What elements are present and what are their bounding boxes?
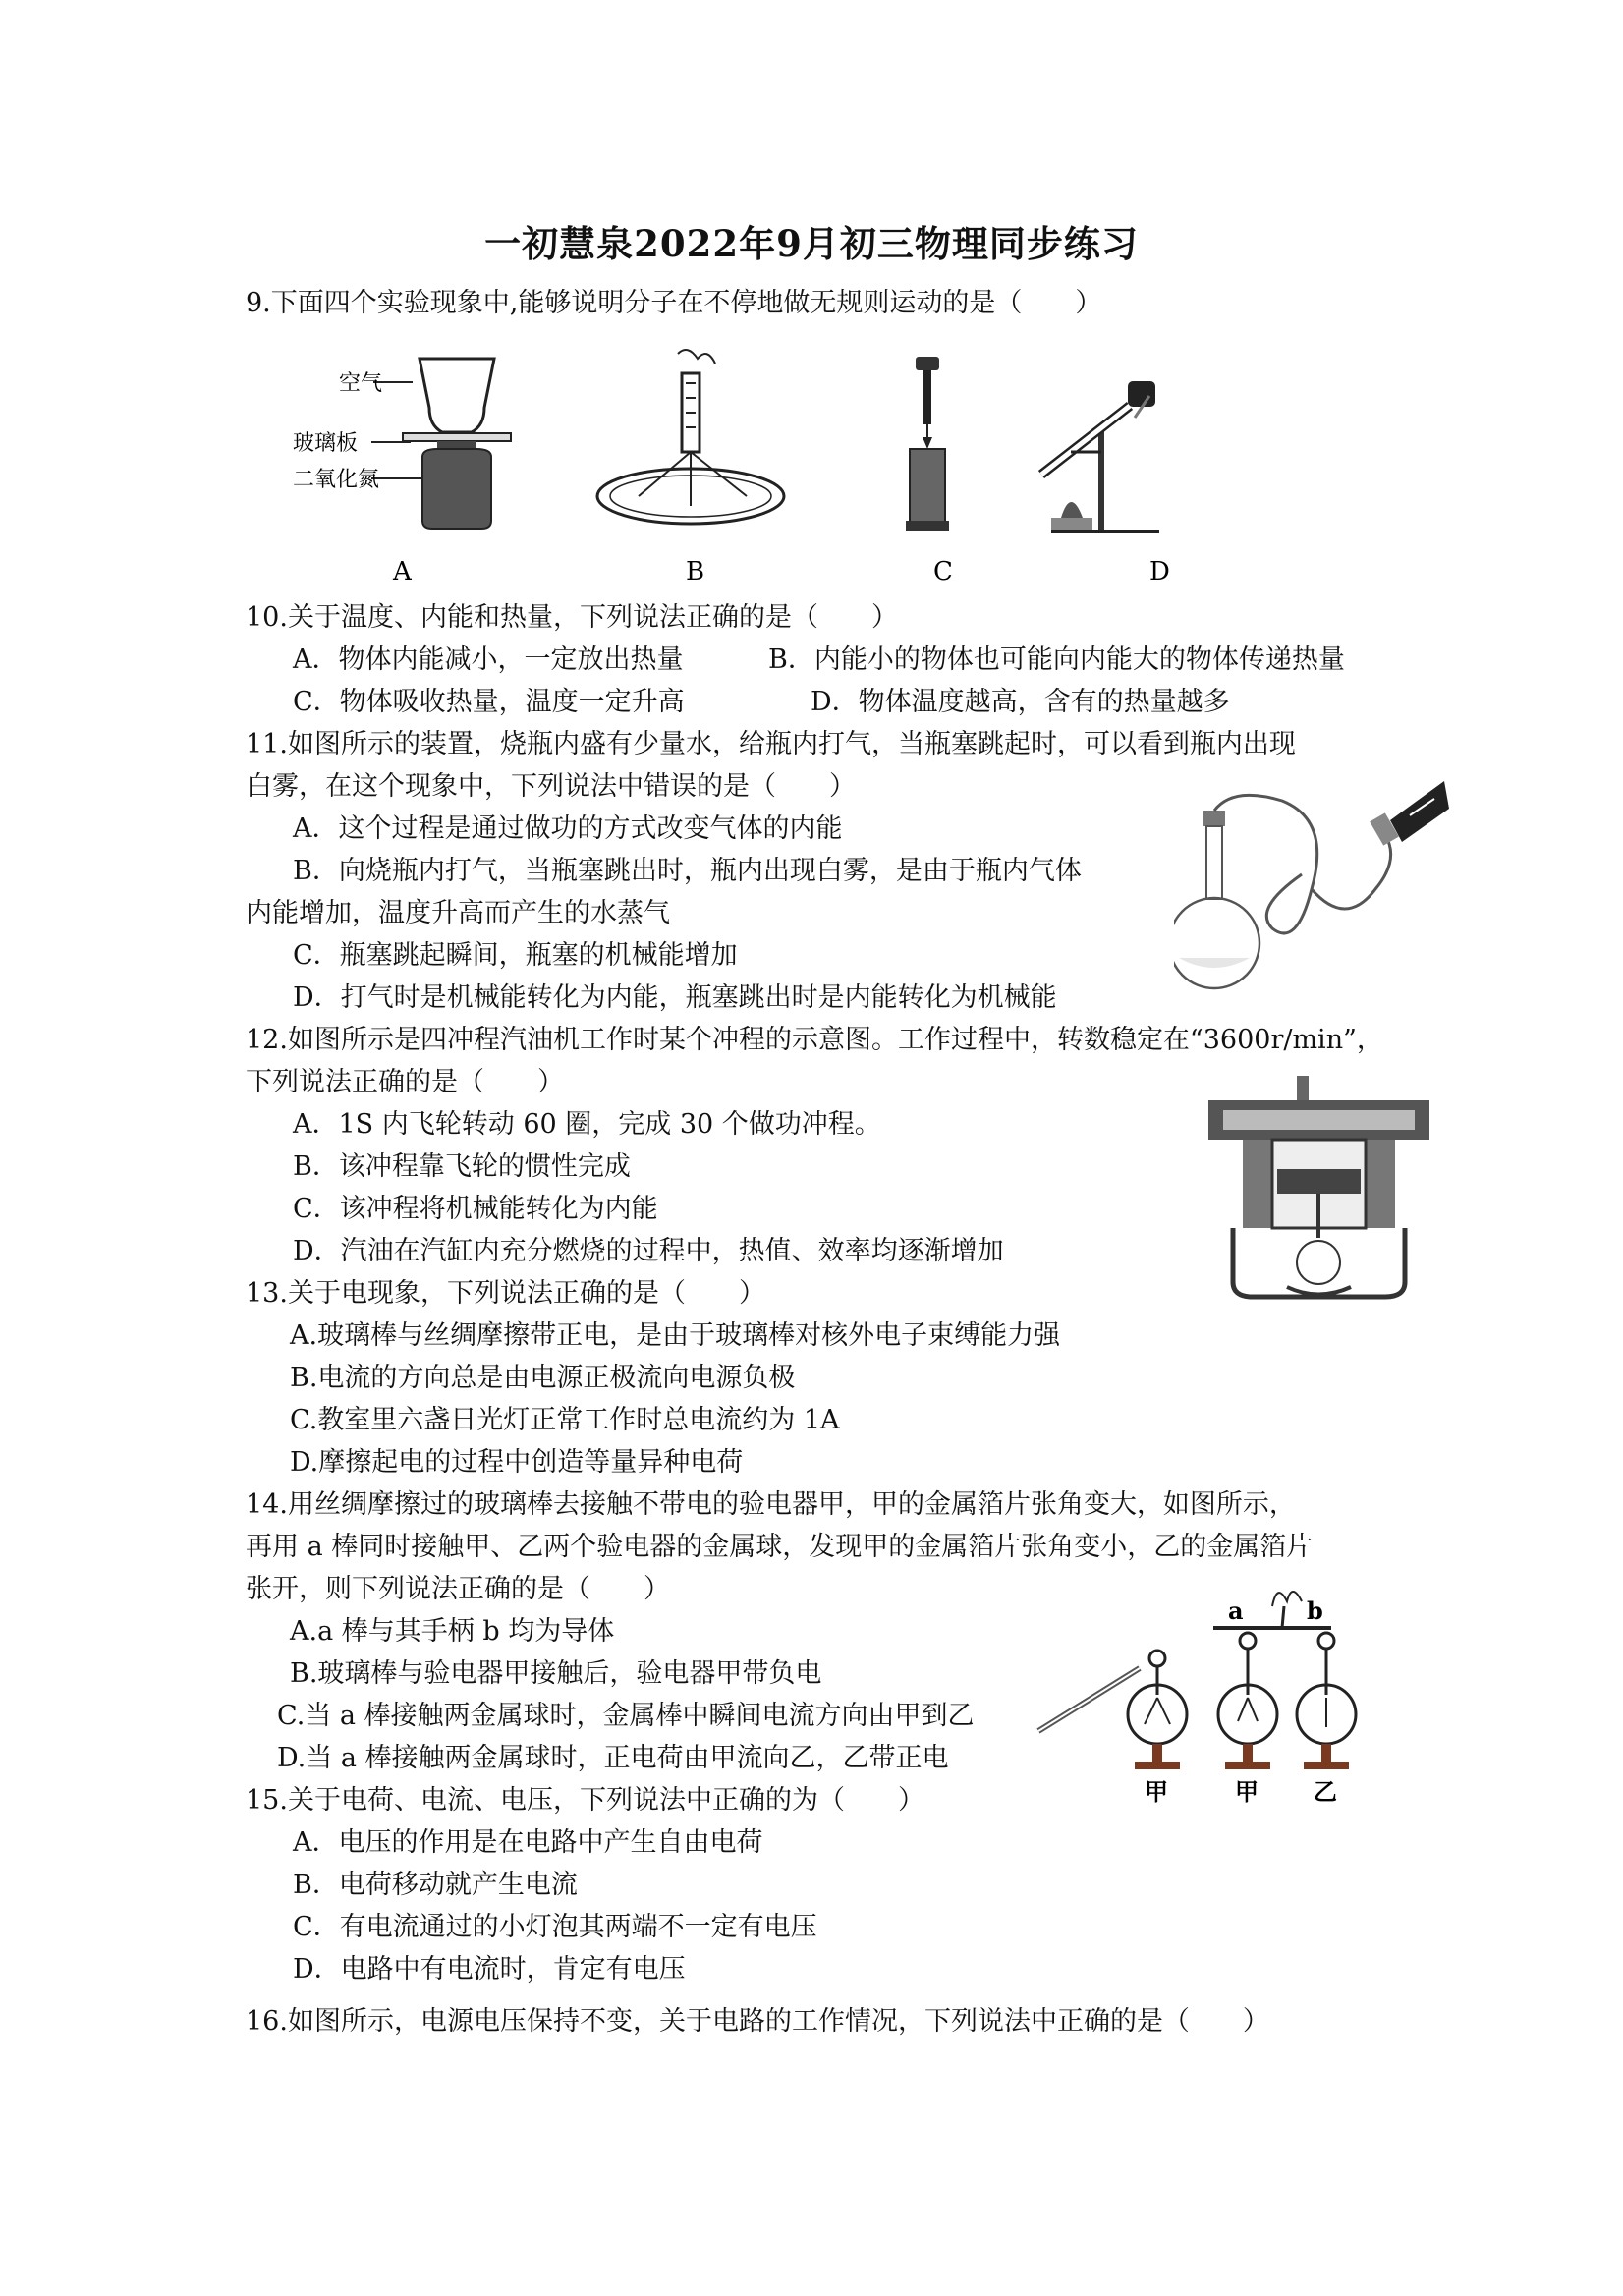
q16-stem: 16.如图所示，电源电压保持不变，关于电路的工作情况，下列说法中正确的是（ ） bbox=[246, 2006, 1269, 2037]
q14-stem-line3: 张开，则下列说法正确的是（ ） bbox=[246, 1574, 670, 1604]
q11-option-a: A．这个过程是通过做功的方式改变气体的内能 bbox=[293, 813, 843, 844]
q12-option-a: A．1S 内飞轮转动 60 圈，完成 30 个做功冲程。 bbox=[293, 1109, 881, 1140]
q14-label-a: a bbox=[1228, 1596, 1244, 1625]
q13-option-b: B.电流的方向总是由电源正极流向电源负极 bbox=[290, 1363, 796, 1393]
q14-stem-line2: 再用 a 棒同时接触甲、乙两个验电器的金属球，发现甲的金属箔片张角变小，乙的金属箔片 bbox=[246, 1532, 1314, 1562]
q13-option-c: C.教室里六盏日光灯正常工作时总电流约为 1A bbox=[290, 1405, 840, 1435]
q9-stem: 9.下面四个实验现象中,能够说明分子在不停地做无规则运动的是（ ） bbox=[246, 288, 1102, 318]
page-title: 一初慧泉2022年9月初三物理同步练习 bbox=[484, 222, 1139, 265]
q11-option-d: D．打气时是机械能转化为内能，瓶塞跳出时是内能转化为机械能 bbox=[293, 982, 1057, 1013]
q13-stem: 13.关于电现象，下列说法正确的是（ ） bbox=[246, 1278, 765, 1309]
q14-electroscope-figure bbox=[1027, 1572, 1420, 1808]
q12-option-c: C．该冲程将机械能转化为内能 bbox=[293, 1194, 658, 1224]
q11-flask-pump-figure bbox=[1174, 781, 1449, 992]
q9-label-air: 空气 bbox=[339, 371, 383, 396]
q9-figure-b bbox=[597, 350, 784, 524]
q14-stem-line1: 14.用丝绸摩擦过的玻璃棒去接触不带电的验电器甲，甲的金属箔片张角变大，如图所示， bbox=[246, 1489, 1296, 1520]
q14-electroscope-yi bbox=[1297, 1633, 1356, 1769]
q9-option-a-label: A bbox=[393, 557, 412, 585]
q11-option-b-line1: B．向烧瓶内打气，当瓶塞跳出时，瓶内出现白雾，是由于瓶内气体 bbox=[293, 856, 1082, 886]
q12-option-d: D．汽油在汽缸内充分燃烧的过程中，热值、效率均逐渐增加 bbox=[293, 1236, 1004, 1266]
q14-electroscope-jia-2 bbox=[1218, 1633, 1277, 1769]
q9-figure-a bbox=[371, 359, 511, 529]
q11-stem-line2: 白雾，在这个现象中，下列说法中错误的是（ ） bbox=[246, 771, 856, 802]
q9-option-c-label: C bbox=[933, 557, 953, 585]
q9-option-b-label: B bbox=[686, 557, 705, 585]
q9-label-glass: 玻璃板 bbox=[293, 431, 359, 456]
q15-option-d: D．电路中有电流时，肯定有电压 bbox=[293, 1954, 686, 1985]
q15-option-b: B．电荷移动就产生电流 bbox=[293, 1870, 578, 1900]
q10-option-b: B．内能小的物体也可能向内能大的物体传递热量 bbox=[768, 644, 1345, 675]
q13-option-a: A.玻璃棒与丝绸摩擦带正电，是由于玻璃棒对核外电子束缚能力强 bbox=[290, 1320, 1061, 1351]
q14-option-b: B.玻璃棒与验电器甲接触后，验电器甲带负电 bbox=[290, 1658, 822, 1689]
q10-option-c: C．物体吸收热量，温度一定升高 bbox=[293, 687, 685, 717]
q15-option-c: C．有电流通过的小灯泡其两端不一定有电压 bbox=[293, 1912, 817, 1942]
q9-option-d-label: D bbox=[1149, 557, 1170, 585]
q14-label-b: b bbox=[1307, 1596, 1323, 1625]
q9-figures bbox=[285, 339, 1228, 585]
q9-figure-d bbox=[1041, 381, 1159, 532]
q15-option-a: A．电压的作用是在电路中产生自由电荷 bbox=[293, 1827, 763, 1858]
q10-option-a: A．物体内能减小，一定放出热量 bbox=[293, 644, 684, 675]
q12-option-b: B．该冲程靠飞轮的惯性完成 bbox=[293, 1151, 631, 1182]
q9-figure-c bbox=[906, 357, 949, 531]
q12-engine-figure bbox=[1203, 1066, 1434, 1302]
q12-stem-line1: 12.如图所示是四冲程汽油机工作时某个冲程的示意图。工作过程中，转数稳定在“3600r/min”， bbox=[246, 1025, 1383, 1055]
q14-label-jia-2: 甲 bbox=[1235, 1777, 1259, 1806]
q13-option-d: D.摩擦起电的过程中创造等量异种电荷 bbox=[290, 1447, 744, 1478]
q14-label-jia-1: 甲 bbox=[1145, 1777, 1168, 1806]
q11-option-b-line2: 内能增加，温度升高而产生的水蒸气 bbox=[246, 898, 670, 928]
q14-option-a: A.a 棒与其手柄 b 均为导体 bbox=[290, 1616, 615, 1647]
q15-stem: 15.关于电荷、电流、电压，下列说法中正确的为（ ） bbox=[246, 1785, 924, 1816]
q14-label-yi: 乙 bbox=[1314, 1777, 1337, 1806]
q10-option-d: D．物体温度越高，含有的热量越多 bbox=[811, 687, 1230, 717]
q12-stem-line2: 下列说法正确的是（ ） bbox=[246, 1067, 564, 1097]
q14-option-d: D.当 a 棒接触两金属球时，正电荷由甲流向乙，乙带正电 bbox=[277, 1743, 949, 1773]
q14-option-c: C.当 a 棒接触两金属球时，金属棒中瞬间电流方向由甲到乙 bbox=[277, 1701, 975, 1731]
q9-label-no2: 二氧化氮 bbox=[293, 468, 380, 492]
q11-stem-line1: 11.如图所示的装置，烧瓶内盛有少量水，给瓶内打气，当瓶塞跳起时，可以看到瓶内出现 bbox=[246, 729, 1296, 759]
q11-option-c: C．瓶塞跳起瞬间，瓶塞的机械能增加 bbox=[293, 940, 738, 971]
q10-stem: 10.关于温度、内能和热量，下列说法正确的是（ ） bbox=[246, 602, 898, 633]
